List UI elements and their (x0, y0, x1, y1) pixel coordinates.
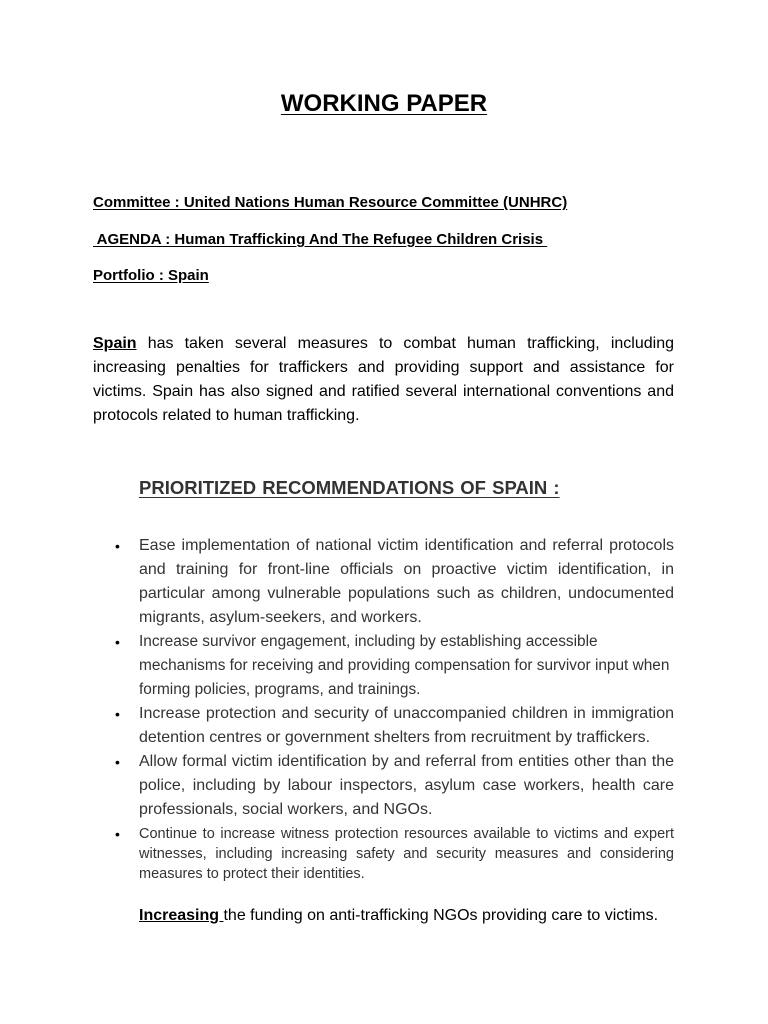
committee-line: Committee : United Nations Human Resource Committee (UNHRC) (93, 194, 568, 211)
list-item-text: Continue to increase witness protection resources available to victims and expert witnesses, including increasing safety and security measures and considering measures to protect their identities. (139, 826, 674, 882)
closing-line (139, 904, 658, 928)
list-item (115, 630, 674, 702)
intro-body: has taken several measures to combat human trafficking, including increasing penalties for traffickers and providing support and assistance for victims. Spain has also signed and ratified several international conventions and protocols related to human trafficking. (93, 335, 674, 424)
recommendations-list (115, 534, 674, 884)
bullet-icon: • (115, 754, 120, 770)
closing-lead: Increasing (139, 907, 224, 924)
agenda-line: AGENDA : Human Trafficking And The Refugee Children Crisis (93, 231, 548, 248)
bullet-icon: • (115, 826, 120, 842)
bullet-icon: • (115, 634, 120, 650)
recommendations-heading: PRIORITIZED RECOMMENDATIONS OF SPAIN : (139, 477, 560, 498)
list-item-text: Allow formal victim identification by and referral from entities other than the police, including by labour inspectors, asylum case workers, health care professionals, social workers, and NGOs. (139, 753, 674, 818)
list-item (115, 824, 674, 884)
list-item (115, 534, 674, 630)
intro-paragraph (93, 332, 674, 428)
list-item (115, 702, 674, 750)
closing-body: the funding on anti-trafficking NGOs providing care to victims. (223, 907, 659, 924)
list-item (115, 750, 674, 822)
intro-lead: Spain (93, 335, 137, 352)
bullet-icon: • (115, 706, 120, 722)
list-item-text: Increase survivor engagement, including by establishing accessible mechanisms for receiving and providing compensation for survivor input when forming policies, programs, and trainings. (139, 633, 670, 698)
list-item-text: Increase protection and security of unaccompanied children in immigration detention centres or government shelters from recruitment by traffickers. (139, 705, 674, 746)
page-title: WORKING PAPER (280, 90, 488, 117)
bullet-icon: • (115, 538, 120, 554)
list-item-text: Ease implementation of national victim identification and referral protocols and training for front-line officials on proactive victim identification, in particular among vulnerable populations such as children, undocumented migrants, asylum-seekers, and workers. (139, 537, 674, 626)
portfolio-line: Portfolio : Spain (93, 267, 209, 284)
